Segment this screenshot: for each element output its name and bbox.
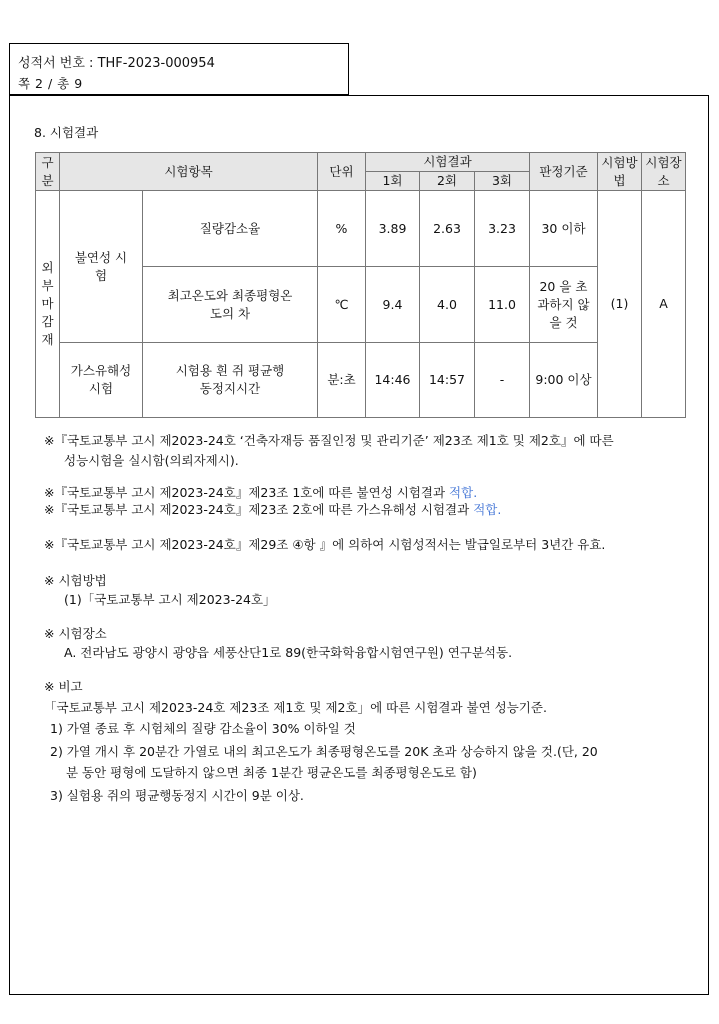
result-cell: 2.63: [420, 191, 475, 267]
result-cell: 3.89: [366, 191, 420, 267]
note-nonflammability: [44, 483, 477, 501]
header-unit: 단위: [318, 153, 366, 191]
place-cell: A: [642, 191, 686, 418]
method-cell: (1): [598, 191, 642, 418]
item-cell: 최고온도와 최종평형온도의 차: [143, 267, 318, 343]
category-cell: 외부마감재: [36, 191, 60, 418]
note-gas-toxicity: [44, 500, 501, 518]
note-gas-toxicity-text: ※『국토교통부 고시 제2023-24호』제23조 2호에 따른 가스유해성 시험결과: [44, 502, 470, 517]
header-method: 시험방법: [598, 153, 642, 191]
remark-title: ※ 비고: [44, 679, 83, 694]
header-test-item: 시험항목: [60, 153, 318, 191]
result-cell: 14:57: [420, 343, 475, 418]
criteria-cell: 20 을 초과하지 않을 것: [530, 267, 598, 343]
results-table: [35, 152, 686, 418]
unit-cell: 분:초: [318, 343, 366, 418]
item-cell: 질량감소율: [143, 191, 318, 267]
remark-item-3: 3) 실험용 쥐의 평균행동정지 시간이 9분 이상.: [50, 788, 304, 803]
method-title: ※ 시험방법: [44, 573, 107, 588]
header-round-3: 3회: [475, 172, 530, 191]
header-criteria: 판정기준: [530, 153, 598, 191]
note-standard-line1: ※『국토교통부 고시 제2023-24호 ‘건축자재등 품질인정 및 관리기준’ 제23조 제1호 및 제2호』에 따른: [44, 433, 614, 448]
group-gas-toxicity: 가스유해성 시험: [60, 343, 143, 418]
result-cell: 9.4: [366, 267, 420, 343]
report-header-box: [9, 43, 349, 95]
note-validity: ※『국토교통부 고시 제2023-24호』제29조 ④항 』에 의하여 시험성적서는 발급일로부터 3년간 유효.: [44, 537, 606, 552]
result-cell: 3.23: [475, 191, 530, 267]
result-cell: 14:46: [366, 343, 420, 418]
note-standard-line2: 성능시험을 실시함(의뢰자제시).: [64, 453, 239, 468]
result-cell: -: [475, 343, 530, 418]
result-cell: 11.0: [475, 267, 530, 343]
verdict-pass: 적합.: [449, 485, 478, 500]
page-indicator: 쪽 2 / 총 9: [18, 76, 83, 91]
note-nonflammability-text: ※『국토교통부 고시 제2023-24호』제23조 1호에 따른 불연성 시험결과: [44, 485, 446, 500]
report-number: 성적서 번호 : THF-2023-000954: [18, 56, 215, 71]
unit-cell: ℃: [318, 267, 366, 343]
criteria-cell: 30 이하: [530, 191, 598, 267]
remark-intro: 「국토교통부 고시 제2023-24호 제23조 제1호 및 제2호」에 따른 시험결과 불연 성능기준.: [44, 700, 547, 715]
remark-item-2-line2: 분 동안 평형에 도달하지 않으면 최종 1분간 평균온도를 최종평형온도로 함): [66, 765, 477, 780]
remark-item-1: 1) 가열 종료 후 시험체의 질량 감소율이 30% 이하일 것: [50, 721, 356, 736]
place-text: A. 전라남도 광양시 광양읍 세풍산단1로 89(한국화학융합시험연구원) 연구분석동.: [64, 645, 513, 660]
header-round-2: 2회: [420, 172, 475, 191]
section-title: 8. 시험결과: [34, 125, 99, 140]
method-text: (1)「국토교통부 고시 제2023-24호」: [64, 592, 276, 607]
verdict-pass: 적합.: [473, 502, 502, 517]
header-round-1: 1회: [366, 172, 420, 191]
place-title: ※ 시험장소: [44, 626, 107, 641]
group-nonflammability: 불연성 시험: [60, 191, 143, 343]
unit-cell: %: [318, 191, 366, 267]
remark-item-2-line1: 2) 가열 개시 후 20분간 가열로 내의 최고온도가 최종평형온도를 20K 초과 상승하지 않을 것.(단, 20: [50, 744, 598, 759]
header-place: 시험장소: [642, 153, 686, 191]
header-test-result: 시험결과: [366, 153, 530, 172]
result-cell: 4.0: [420, 267, 475, 343]
criteria-cell: 9:00 이상: [530, 343, 598, 418]
header-category: 구분: [36, 153, 60, 191]
item-cell: 시험용 흰 쥐 평균행동정지시간: [143, 343, 318, 418]
